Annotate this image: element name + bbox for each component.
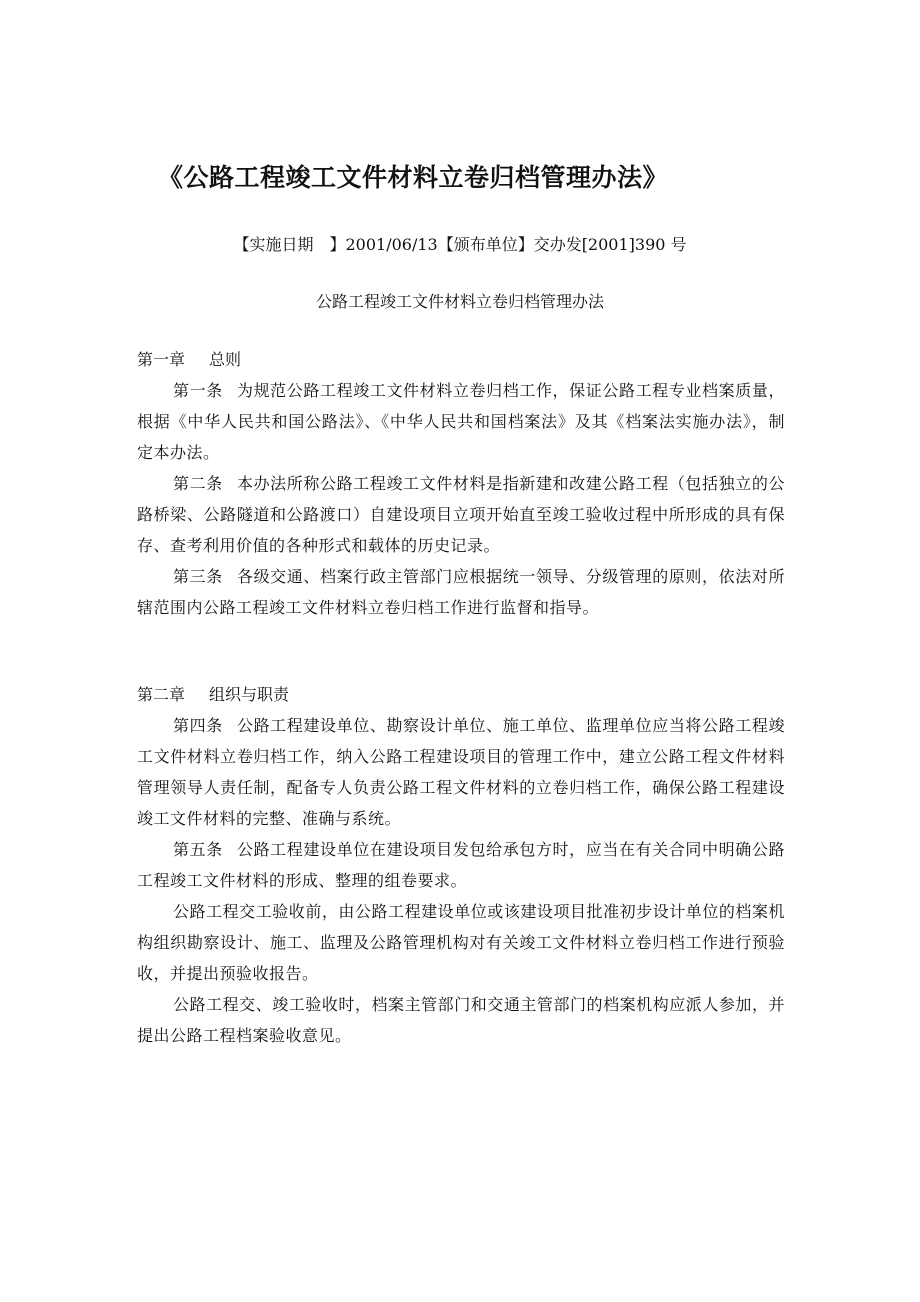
article-paragraph xyxy=(137,989,785,1051)
document-body xyxy=(137,344,785,1051)
article-text: 本办法所称公路工程竣工文件材料是指新建和改建公路工程（包括独立的公路桥梁、公路隧道和公路渡口）自建设项目立项开始直至竣工验收过程中所形成的具有保存、查考利用价值的各种形式和载体的历史记录。 xyxy=(137,474,785,555)
article-text: 公路工程交工验收前，由公路工程建设单位或该建设项目批准初步设计单位的档案机构组织勘察设计、施工、监理及公路管理机构对有关竣工文件材料立卷归档工作进行预验收，并提出预验收报告。 xyxy=(137,902,785,983)
article-number: 第五条 xyxy=(173,840,223,859)
article-paragraph xyxy=(137,710,785,834)
article-text: 公路工程交、竣工验收时，档案主管部门和交通主管部门的档案机构应派人参加，并提出公路工程档案验收意见。 xyxy=(137,995,785,1045)
article-number: 第三条 xyxy=(173,567,223,586)
document-title: 《公路工程竣工文件材料立卷归档管理办法》 xyxy=(158,163,669,192)
chapter-spacer xyxy=(137,623,785,679)
article-text: 公路工程建设单位在建设项目发包给承包方时，应当在有关合同中明确公路工程竣工文件材料的形成、整理的组卷要求。 xyxy=(137,840,785,890)
article-text: 公路工程建设单位、勘察设计单位、施工单位、监理单位应当将公路工程竣工文件材料立卷归档工作，纳入公路工程建设项目的管理工作中，建立公路工程文件材料管理领导人责任制，配备专人负责公路工程文件材料的立卷归档工作，确保公路工程建设竣工文件材料的完整、准确与系统。 xyxy=(137,716,785,828)
chapter-number: 第一章 xyxy=(137,350,186,369)
article-text: 各级交通、档案行政主管部门应根据统一领导、分级管理的原则，依法对所辖范围内公路工程竣工文件材料立卷归档工作进行监督和指导。 xyxy=(137,567,785,617)
chapter-heading xyxy=(137,344,785,375)
article-number: 第四条 xyxy=(173,716,223,735)
document-subtitle: 公路工程竣工文件材料立卷归档管理办法 xyxy=(315,292,604,311)
article-text: 为规范公路工程竣工文件材料立卷归档工作，保证公路工程专业档案质量，根据《中华人民共和国公路法》、《中华人民共和国档案法》及其《档案法实施办法》，制定本办法。 xyxy=(137,381,785,462)
chapter-number: 第二章 xyxy=(137,685,186,704)
chapter-title: 总则 xyxy=(209,350,242,369)
article-paragraph xyxy=(137,468,785,561)
article-number: 第一条 xyxy=(173,381,223,400)
chapter-heading xyxy=(137,679,785,710)
article-paragraph xyxy=(137,561,785,623)
article-number: 第二条 xyxy=(173,474,223,493)
document-meta-line: 【实施日期 】2001/06/13【颁布单位】交办发[2001]390 号 xyxy=(233,235,687,254)
chapter-title: 组织与职责 xyxy=(209,685,290,704)
article-paragraph xyxy=(137,375,785,468)
article-paragraph xyxy=(137,834,785,896)
article-paragraph xyxy=(137,896,785,989)
